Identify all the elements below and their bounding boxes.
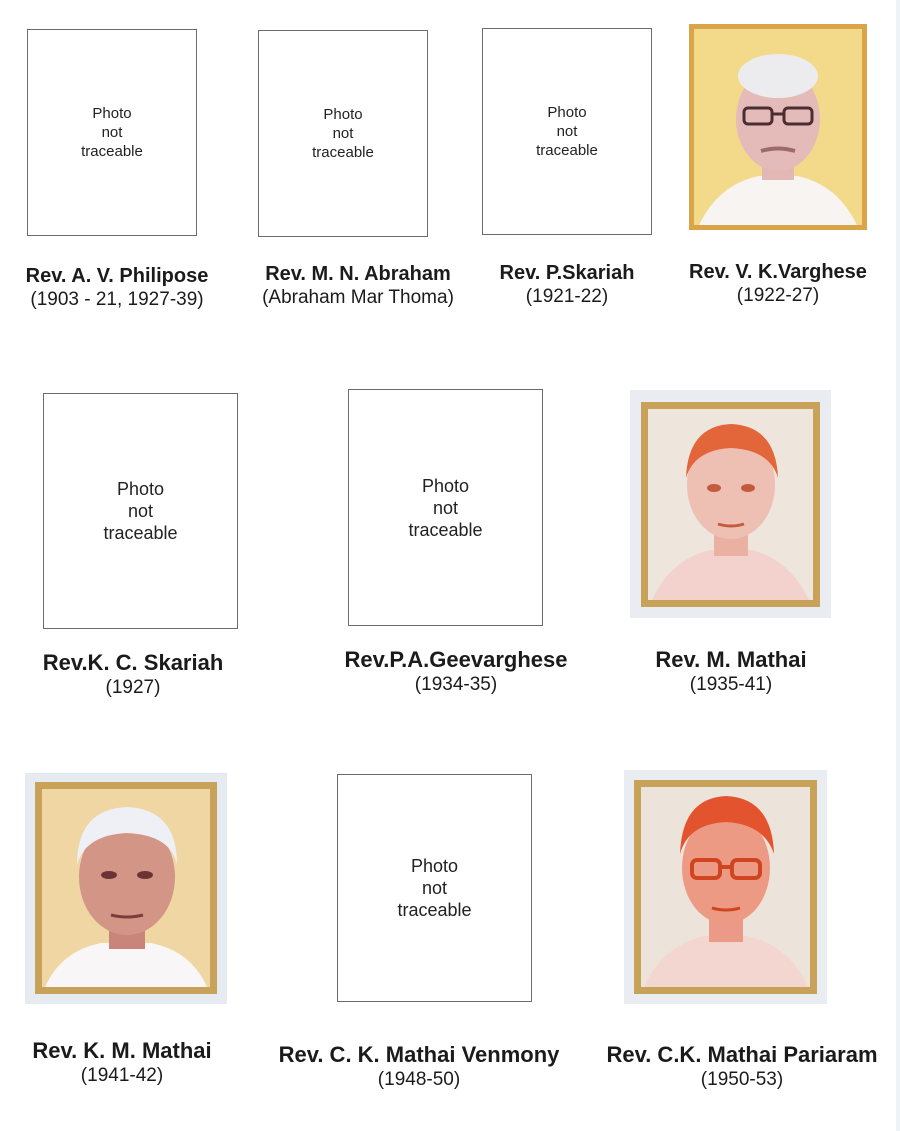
photo-placeholder bbox=[258, 30, 428, 237]
person-period: (1935-41) bbox=[689, 674, 773, 695]
person-period: (1941-42) bbox=[80, 1065, 164, 1086]
portrait-photo bbox=[689, 24, 867, 230]
caption bbox=[586, 1042, 898, 1091]
person-period: (1934-35) bbox=[414, 674, 498, 695]
person-name: Rev.K. C. Skariah bbox=[42, 650, 224, 675]
person-period: (1948-50) bbox=[377, 1069, 461, 1090]
caption bbox=[6, 1038, 238, 1087]
photo-placeholder bbox=[43, 393, 238, 629]
placeholder-text: Photo not traceable bbox=[397, 856, 472, 920]
photo-placeholder bbox=[27, 29, 197, 236]
caption bbox=[477, 261, 657, 308]
placeholder-text: Photo not traceable bbox=[536, 104, 598, 159]
person-name: Rev. P.Skariah bbox=[499, 262, 635, 284]
placeholder-text: Photo not traceable bbox=[103, 479, 178, 543]
portrait-photo bbox=[630, 390, 831, 618]
person-name: Rev. C. K. Mathai Venmony bbox=[278, 1042, 560, 1067]
portrait-image bbox=[624, 770, 827, 1004]
portrait-photo bbox=[25, 773, 227, 1004]
caption bbox=[626, 647, 836, 696]
person-name: Rev. M. Mathai bbox=[655, 647, 807, 672]
portrait-image bbox=[630, 390, 831, 618]
person-period: (1927) bbox=[105, 677, 161, 698]
placeholder-text: Photo not traceable bbox=[81, 105, 143, 160]
person-name: Rev.P.A.Geevarghese bbox=[344, 647, 568, 672]
person-name: Rev. A. V. Philipose bbox=[25, 265, 209, 287]
page-edge bbox=[896, 0, 900, 1131]
person-name: Rev. M. N. Abraham bbox=[265, 263, 451, 285]
portrait-image bbox=[689, 24, 867, 230]
photo-placeholder bbox=[348, 389, 543, 626]
person-name: Rev. C.K. Mathai Pariaram bbox=[606, 1042, 878, 1067]
person-name: Rev. K. M. Mathai bbox=[32, 1038, 212, 1063]
portrait-photo bbox=[624, 770, 827, 1004]
portrait-image bbox=[25, 773, 227, 1004]
person-name: Rev. V. K.Varghese bbox=[689, 261, 867, 283]
caption bbox=[258, 1042, 580, 1091]
person-period: (1950-53) bbox=[700, 1069, 784, 1090]
caption bbox=[318, 647, 594, 696]
caption bbox=[233, 262, 483, 309]
placeholder-text: Photo not traceable bbox=[312, 106, 374, 161]
caption bbox=[676, 260, 880, 307]
photo-placeholder bbox=[337, 774, 532, 1002]
caption bbox=[15, 650, 251, 699]
person-period: (1903 - 21, 1927-39) bbox=[30, 289, 204, 310]
placeholder-text: Photo not traceable bbox=[408, 475, 483, 540]
photo-placeholder bbox=[482, 28, 652, 235]
person-period: (1921-22) bbox=[525, 286, 609, 307]
person-period: (Abraham Mar Thoma) bbox=[262, 287, 454, 308]
person-period: (1922-27) bbox=[736, 285, 820, 306]
caption bbox=[2, 264, 232, 311]
